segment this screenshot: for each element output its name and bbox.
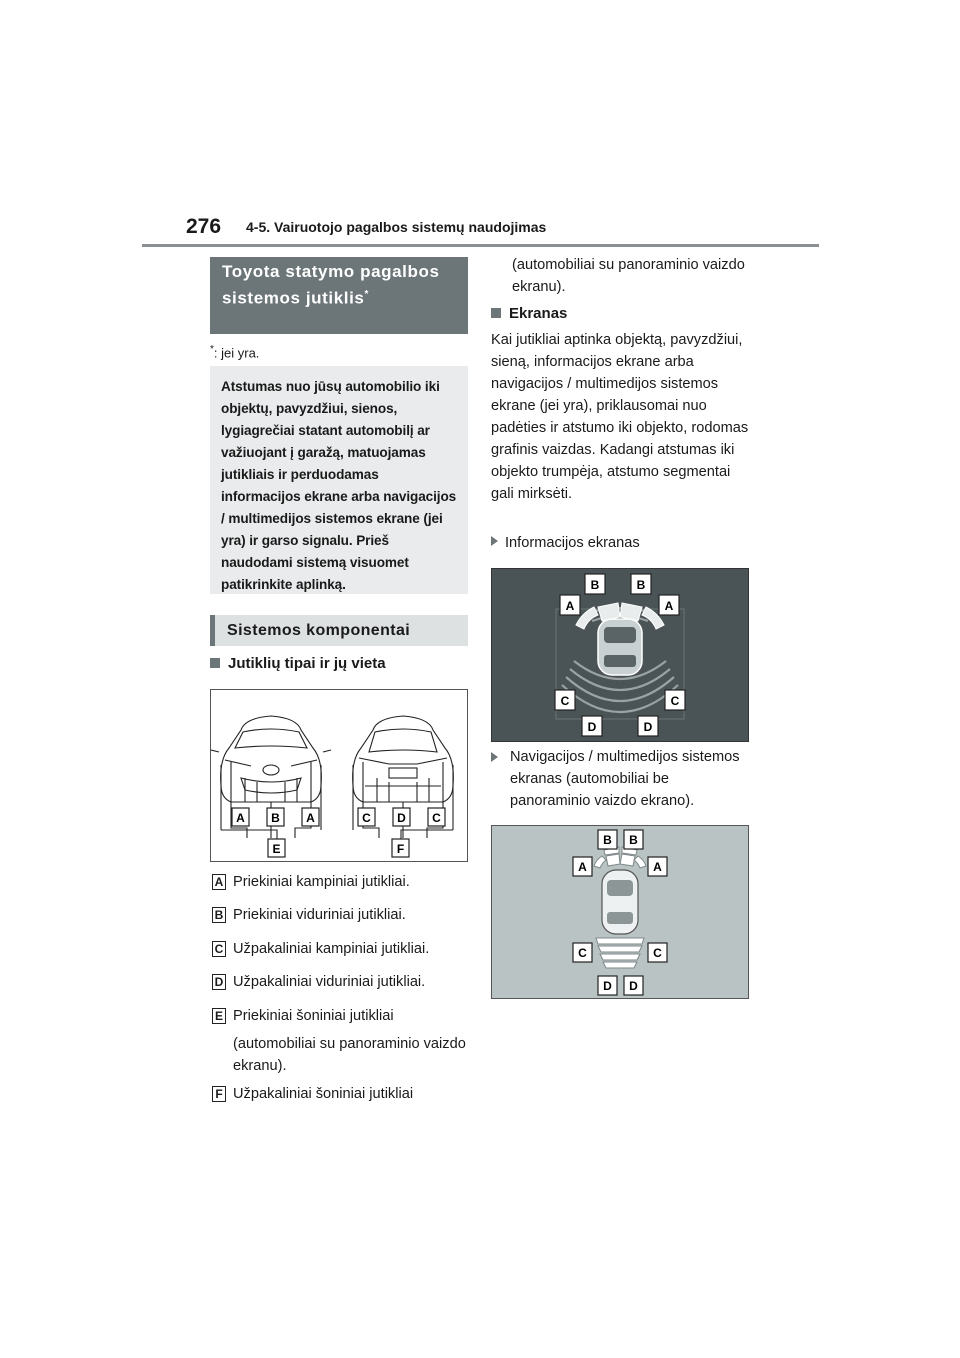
label-A-right: A bbox=[653, 860, 662, 874]
triangle-bullet-icon bbox=[491, 752, 498, 762]
legend-letter: B bbox=[212, 907, 226, 923]
legend-letter: A bbox=[212, 874, 226, 890]
triangle-bullet-icon bbox=[491, 536, 498, 546]
label-D-right: D bbox=[629, 979, 638, 993]
header-rule bbox=[142, 244, 819, 247]
legend-F-continuation: (automobiliai su panoraminio vaizdo ekranu). bbox=[512, 257, 745, 295]
page-number: 276 bbox=[186, 215, 222, 238]
subhead-sensor-types bbox=[210, 655, 386, 672]
legend-text: Užpakaliniai viduriniai jutikliai. bbox=[233, 974, 426, 990]
label-B-right: B bbox=[636, 578, 646, 592]
label-C-rear-right: C bbox=[432, 811, 441, 825]
label-A-front-left: A bbox=[236, 811, 245, 825]
subhead-text: Jutiklių tipai ir jų vieta bbox=[228, 655, 386, 672]
legend-letter: F bbox=[212, 1086, 226, 1102]
car-top-view-icon bbox=[598, 619, 642, 675]
label-D-right: D bbox=[643, 720, 653, 734]
label-C-right: C bbox=[653, 946, 662, 960]
legend-text: Užpakaliniai kampiniai jutikliai. bbox=[233, 941, 430, 957]
legend-letter: D bbox=[212, 974, 226, 990]
section-heading-components bbox=[210, 615, 468, 646]
label-B-left: B bbox=[590, 578, 600, 592]
label-E-front-side: E bbox=[272, 842, 281, 856]
sensor-location-drawing bbox=[211, 690, 467, 861]
chapter-title: 4-5. Vairuotojo pagalbos sistemų naudojimas bbox=[246, 219, 547, 235]
label-C-left: C bbox=[560, 694, 570, 708]
legend-letter: C bbox=[212, 941, 226, 957]
label-C-left: C bbox=[578, 946, 587, 960]
label-A-front-right: A bbox=[306, 811, 315, 825]
caption-text: Navigacijos / multimedijos sistemos ekranas (automobiliai be panoraminio vaizdo ekrano). bbox=[510, 749, 740, 809]
legend-item-B bbox=[212, 904, 472, 926]
rear-car-drawing bbox=[353, 716, 454, 802]
legend-text: Priekiniai viduriniai jutikliai. bbox=[233, 907, 406, 923]
nav-display-figure bbox=[491, 825, 749, 999]
label-A-left: A bbox=[565, 599, 575, 613]
legend-text: Priekiniai kampiniai jutikliai. bbox=[233, 874, 410, 890]
footnote-text: : jei yra. bbox=[213, 345, 260, 361]
footnote bbox=[210, 344, 259, 360]
label-D-left: D bbox=[603, 979, 612, 993]
info-display-caption bbox=[491, 532, 640, 554]
legend-item-D bbox=[212, 971, 472, 993]
nav-display-drawing bbox=[492, 826, 748, 998]
section-heading-text: Sistemos komponentai bbox=[227, 621, 411, 639]
label-B-front: B bbox=[271, 811, 280, 825]
legend-text: Užpakaliniai šoniniai jutikliai bbox=[233, 1086, 414, 1102]
legend-item-A bbox=[212, 871, 472, 893]
intro-box: Atstumas nuo jūsų automobilio iki objektų, pavyzdžiui, sienos, lygiagrečiai statant automobilį ar važiuojant į garažą, matuojamas jutikliais ir perduodamas informacijos ekrane arba navigacijos / multimedijos sistemos ekrane (jei yra) ir garso signalu. Prieš naudodami sistemą visuomet patikrinkite aplinką. bbox=[210, 366, 468, 594]
label-D-left: D bbox=[587, 720, 597, 734]
subhead-screens bbox=[491, 305, 567, 322]
title-asterisk: * bbox=[364, 289, 369, 300]
info-display-figure bbox=[491, 568, 749, 742]
label-B-left: B bbox=[603, 833, 612, 847]
nav-display-caption bbox=[491, 746, 749, 812]
label-B-right: B bbox=[629, 833, 638, 847]
label-F-rear-side: F bbox=[396, 842, 405, 856]
sensor-location-figure bbox=[210, 689, 468, 862]
label-C-right: C bbox=[670, 694, 680, 708]
footnote-asterisk: * bbox=[210, 344, 214, 355]
square-bullet-icon bbox=[491, 308, 501, 318]
caption-text: Informacijos ekranas bbox=[505, 535, 640, 551]
subhead-text: Ekranas bbox=[509, 305, 568, 322]
legend-item-C bbox=[212, 938, 472, 960]
legend-item-E bbox=[212, 1005, 472, 1077]
screens-paragraph: Kai jutikliai aptinka objektą, pavyzdžiui, sieną, informacijos ekrane arba navigacijos / multimedijos sistemos ekrane (jei yra), priklausomai nuo padėties ir atstumo iki objekto, rodomas grafinis vaizdas. Kadangi atstumas iki objekto trumpėja, atstumo segmentai gali mirksėti. bbox=[491, 332, 749, 502]
label-A-right: A bbox=[664, 599, 674, 613]
label-A-left: A bbox=[578, 860, 587, 874]
label-D-rear: D bbox=[397, 811, 406, 825]
label-C-rear-left: C bbox=[362, 811, 371, 825]
legend-text: Priekiniai šoniniai jutikliai bbox=[233, 1008, 394, 1024]
square-bullet-icon bbox=[210, 658, 220, 668]
info-display-drawing bbox=[492, 569, 748, 741]
legend-text-continued: (automobiliai su panoraminio vaizdo ekranu). bbox=[233, 1036, 466, 1074]
legend-item-F bbox=[212, 1083, 472, 1105]
legend-letter: E bbox=[212, 1008, 226, 1024]
car-top-view-icon bbox=[602, 870, 638, 934]
front-car-drawing bbox=[211, 716, 331, 802]
section-heading-parking-sensor bbox=[210, 257, 468, 334]
section-heading-text: Toyota statymo pagalbos sistemos jutiklis bbox=[222, 262, 440, 308]
